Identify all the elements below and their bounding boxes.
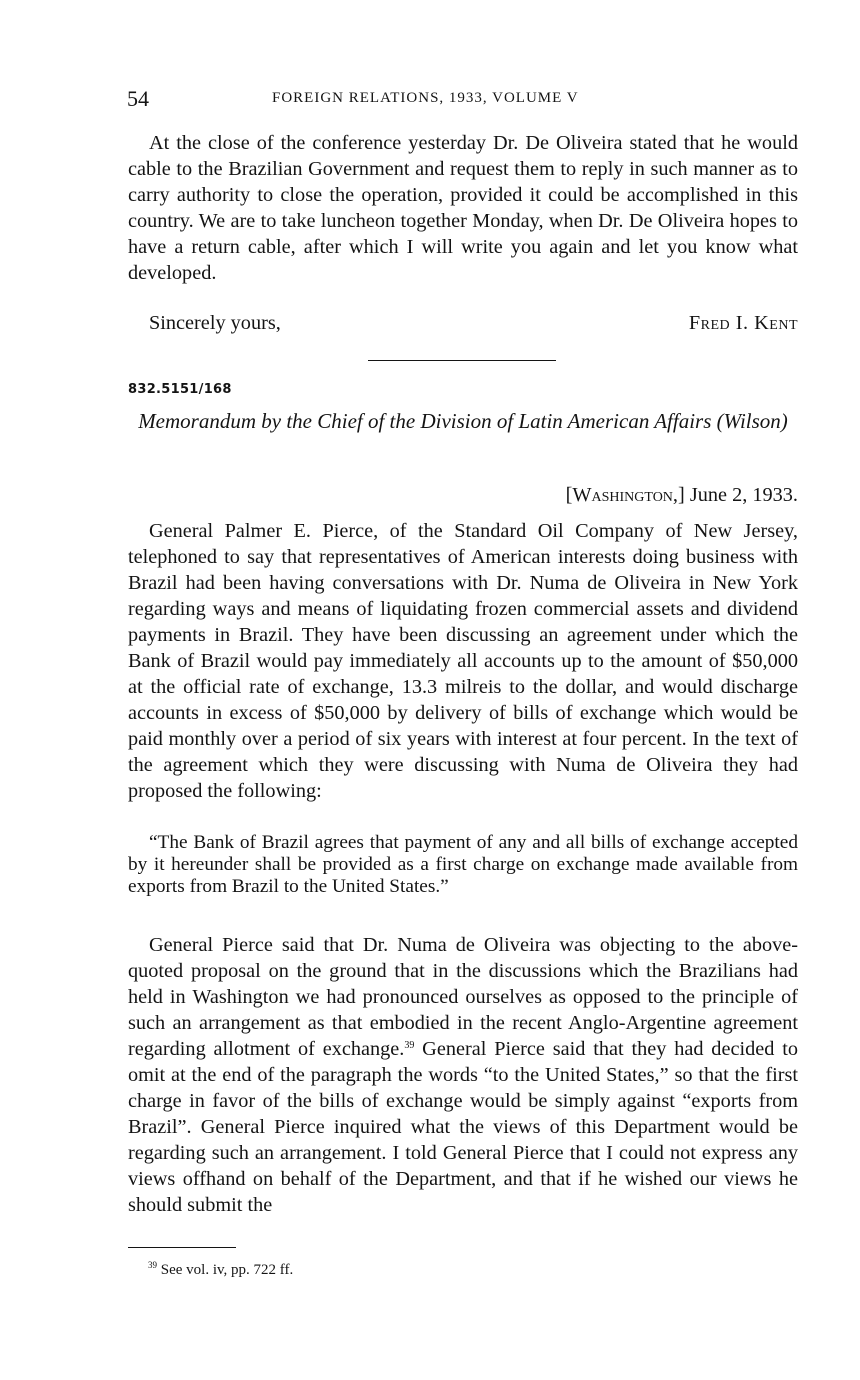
quote-text: “The Bank of Brazil agrees that payment of any and all bills of exchange accepted by it hereunder shall be provided as a first charge on exchange made available from exports from Brazil to the United States.” — [128, 832, 798, 897]
memo-paragraph-2 — [128, 932, 798, 1218]
memo-paragraph-2-end: General Pierce said that they had decided to omit at the end of the paragraph the words “to the United States,” so that the first charge in favor of the bills of exchange would be simply against “exports from Brazil”. General Pierce inquired what the views of this Department would be regarding such an arrangement. I told General Pierce that I could not express any views offhand on behalf of the Department, and that if he wished our views he should submit the — [128, 1038, 798, 1216]
footnote-reference: 39 — [404, 1040, 415, 1051]
running-head: FOREIGN RELATIONS, 1933, VOLUME V — [272, 90, 579, 106]
memo-paragraph-2-start: General Pierce said that Dr. Numa de Oliveira was objecting to the above-quoted proposal on the ground that in the discussions which the Brazilians had held in Washington we had pronounced ourselves as opposed to the principle of such an arrangement as that embodied in the recent Anglo-Argentine agreement regarding allotment of exchange. — [128, 934, 798, 1060]
dateline-place: [Washington,] — [565, 484, 685, 506]
memo-paragraph-2-block — [128, 932, 798, 1218]
file-number: 832.5151/168 — [128, 382, 232, 397]
page-header — [127, 86, 797, 112]
memo-paragraph-1: General Palmer E. Pierce, of the Standard Oil Company of New Jersey, telephoned to say that representatives of American interests doing business with Brazil had been having conversations with Dr. Numa de Oliveira in New York regarding ways and means of liquidating frozen commercial assets and dividend payments in Brazil. They have been discussing an agreement under which the Bank of Brazil would pay immediately all accounts up to the amount of $50,000 at the official rate of exchange, 13.3 milreis to the dollar, and would discharge accounts in excess of $50,000 by delivery of bills of exchange which would be paid monthly over a period of six years with interest at four percent. In the text of the agreement which they were discussing with Numa de Oliveira they had proposed the following: — [128, 520, 798, 802]
letter-paragraph-block — [128, 130, 798, 286]
section-divider — [368, 360, 556, 361]
dateline-date: June 2, 1933. — [689, 484, 798, 506]
memo-paragraph-1-block — [128, 518, 798, 804]
footnote — [148, 1260, 293, 1279]
footnote-marker: 39 — [148, 1260, 157, 1270]
signature: Fred I. Kent — [688, 312, 798, 334]
footnote-divider — [128, 1247, 236, 1248]
footnote-text: See vol. iv, pp. 722 ff. — [160, 1262, 294, 1278]
letter-paragraph: At the close of the conference yesterday Dr. De Oliveira stated that he would cable to the Brazilian Government and request them to reply in such manner as to carry authority to close the operation, provided it could be accomplished in this country. We are to take luncheon together Monday, when Dr. De Oliveira hopes to have a return cable, after which I will write you again and let you know what developed. — [128, 132, 798, 284]
closing-salutation: Sincerely yours, — [149, 312, 281, 334]
memo-title: Memorandum by the Chief of the Division of Latin American Affairs (Wilson) — [138, 409, 788, 433]
page-number: 54 — [127, 86, 149, 111]
block-quote — [128, 832, 798, 898]
dateline — [566, 484, 798, 507]
